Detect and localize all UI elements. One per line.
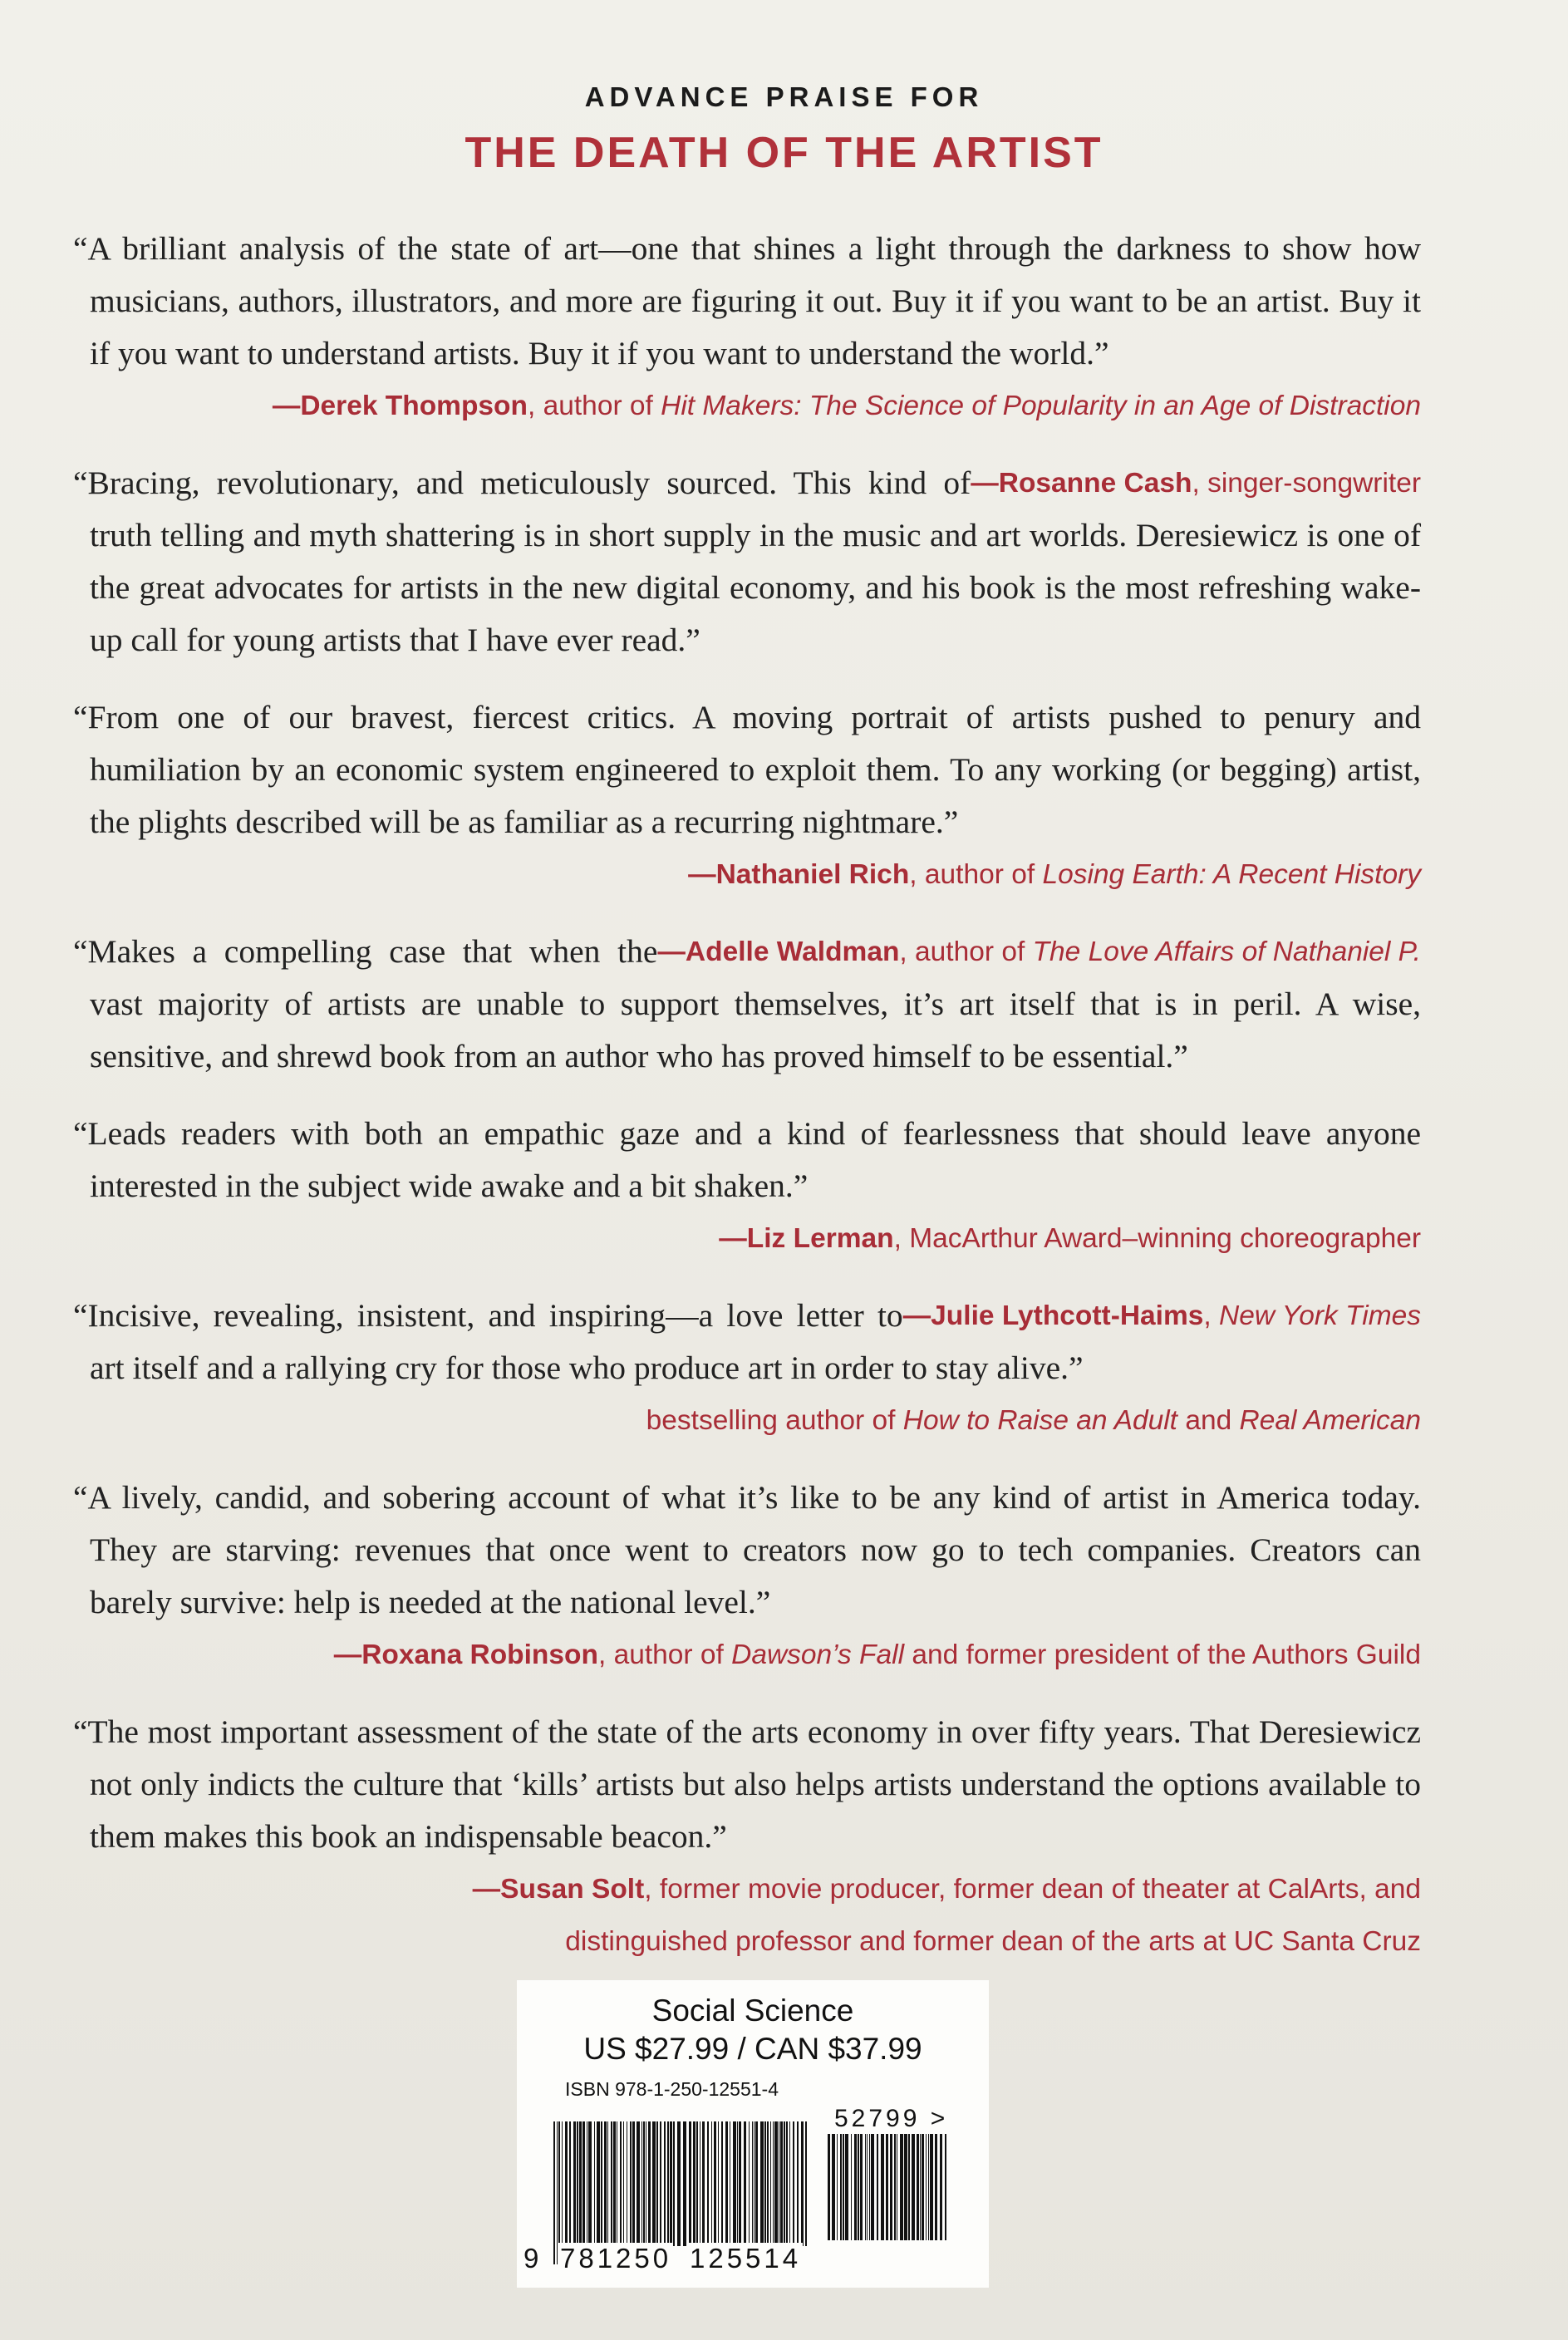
blurb-quote: “A brilliant analysis of the state of art—one that shines a light through the darkness to show how musicians, authors, illustrators, and more are figuring it out. Buy it if you want to be an artist. Buy it if you want to understand artists. Buy it if you want to understand the world.”	[73, 230, 1421, 371]
barcode-bar	[737, 2121, 738, 2246]
barcode-bar	[611, 2121, 612, 2246]
blurb-author: —Rosanne Cash	[971, 468, 1192, 499]
barcode-bar	[770, 2121, 771, 2246]
barcode-bar	[558, 2121, 560, 2246]
blurb-work: New York Times	[1219, 1300, 1421, 1331]
blurb-author: —Liz Lerman	[719, 1223, 894, 1254]
blurb-attribution	[73, 1212, 1421, 1265]
barcode-bar	[912, 2134, 915, 2240]
barcode-bar	[673, 2121, 675, 2246]
barcode-bar	[604, 2121, 607, 2246]
blurb-work: Dawson’s Fall	[731, 1639, 905, 1670]
blurb-author: —Nathaniel Rich	[688, 859, 910, 890]
blurb-attribution	[657, 926, 1421, 978]
blurb-credit: , author of	[899, 936, 1033, 967]
blurb-attribution-continued	[73, 1394, 1421, 1447]
barcode-bar	[894, 2134, 896, 2240]
barcode-bar	[754, 2121, 755, 2246]
barcode-bar	[764, 2121, 766, 2246]
blurb-credit: , former movie producer, former dean of theater at CalArts, and	[644, 1874, 1421, 1905]
barcode-bar	[752, 2121, 753, 2246]
subject-category: Social Science	[651, 1993, 854, 2028]
blurb-quote	[73, 926, 1421, 1083]
barcode-bar	[749, 2121, 750, 2246]
kicker: ADVANCE PRAISE FOR	[584, 81, 984, 112]
blurb	[73, 926, 1421, 1083]
blurb	[73, 223, 1421, 432]
barcode-bar	[786, 2121, 788, 2246]
barcode-bar	[805, 2121, 807, 2246]
barcode-bar	[739, 2121, 741, 2246]
blurb-author: —Adelle Waldman	[657, 936, 900, 967]
barcode-label	[517, 1980, 989, 2288]
barcode-bar	[693, 2121, 696, 2246]
barcode-bar	[840, 2134, 842, 2240]
barcode-bar	[940, 2134, 942, 2240]
barcode-bar	[670, 2121, 672, 2246]
barcode-bar	[780, 2121, 783, 2246]
barcode-digit-lead: 9	[523, 2243, 539, 2274]
barcode-bar	[677, 2121, 681, 2246]
blurb-quote-text: “Bracing, revolutionary, and meticulously sourced. This kind of truth telling and myth shattering is in short supply in the music and art worlds. Deresiewicz is one of the great advocates for artists in the new digital economy, and his book is the most refreshing wake-up call for young artists that I have ever read.”	[73, 465, 1421, 658]
blurb-credit: , singer-songwriter	[1192, 468, 1421, 499]
barcode-bar	[696, 2121, 698, 2246]
barcode-bar	[620, 2121, 622, 2246]
blurb	[73, 457, 1421, 666]
barcode-bar	[871, 2134, 874, 2240]
barcode-digits-left: 781250	[560, 2243, 672, 2274]
barcode-bar	[854, 2134, 857, 2240]
addon-barcode	[826, 2134, 951, 2259]
barcode-bar	[928, 2134, 929, 2240]
blurb-work: Real American	[1239, 1405, 1421, 1436]
blurb-attribution	[73, 1629, 1421, 1681]
blurb-work: How to Raise an Adult	[902, 1405, 1177, 1436]
barcode-bar	[630, 2121, 632, 2246]
blurb-attribution-continued: distinguished professor and former dean of the arts at UC Santa Cruz	[565, 1926, 1421, 1957]
barcode-bar	[917, 2134, 919, 2240]
blurb-quote: “From one of our bravest, fiercest critics. A moving portrait of artists pushed to penury and humiliation by an economic system engineered to exploit them. To any working (or begging) artist, the plights described will be as familiar as a recurring nightmare.”	[73, 699, 1421, 840]
barcode-bar	[789, 2121, 790, 2246]
barcode-bar	[641, 2121, 642, 2246]
barcode-bar	[689, 2121, 691, 2246]
blurb-quote: “A lively, candid, and sobering account of what it’s like to be any kind of artist in America today. They are starving: revenues that once went to creators now go to tech companies. Creators can barely survive: help is needed at the national level.”	[73, 1479, 1421, 1620]
price-addon-code: 52799 >	[834, 2105, 949, 2132]
barcode-bar	[900, 2134, 903, 2240]
barcode-bar	[851, 2134, 852, 2240]
barcode-bar	[774, 2121, 778, 2246]
blurb-quote	[73, 1290, 1421, 1394]
blurb-quote-text: “Incisive, revealing, insistent, and inspiring—a love letter to art itself and a rallying cry for those who produce art in order to stay alive.”	[73, 1297, 1084, 1386]
blurb-list	[73, 223, 1421, 1993]
barcode-bar	[845, 2134, 848, 2240]
blurb-author: —Julie Lythcott-Haims	[902, 1300, 1204, 1331]
barcode-bar	[801, 2121, 804, 2246]
barcode-bar	[569, 2121, 571, 2246]
blurb-attribution	[73, 380, 1421, 432]
book-title: THE DEATH OF THE ARTIST	[465, 129, 1103, 177]
barcode-bar	[744, 2121, 746, 2246]
barcode-bar	[773, 2121, 774, 2246]
barcode-bar	[643, 2121, 645, 2246]
blurb-author: —Susan Solt	[472, 1874, 645, 1905]
isbn-number: ISBN 978-1-250-12551-4	[565, 2078, 779, 2100]
barcode-bar	[828, 2134, 830, 2240]
blurb	[73, 1706, 1421, 1968]
blurb-credit: , author of	[597, 1639, 732, 1670]
barcode-bar	[601, 2121, 602, 2246]
barcode-bar	[577, 2121, 578, 2246]
barcode-bar	[632, 2121, 635, 2246]
barcode-bar	[573, 2121, 576, 2246]
barcode-bar	[832, 2134, 835, 2240]
barcode-bar	[613, 2121, 616, 2246]
barcode-bar	[869, 2134, 870, 2240]
barcode-bar	[725, 2121, 728, 2246]
blurb-attribution	[73, 848, 1421, 901]
barcode-bar	[667, 2121, 669, 2246]
blurb-author: —Roxana Robinson	[333, 1639, 598, 1670]
barcode-bar	[867, 2134, 868, 2240]
barcode-bar	[637, 2121, 640, 2246]
barcode-bar	[702, 2121, 705, 2246]
barcode-bar	[711, 2121, 712, 2246]
barcode-bar	[714, 2121, 716, 2246]
blurb-attribution	[73, 1863, 1421, 1915]
blurb-quote	[73, 457, 1421, 666]
barcode-bar	[597, 2121, 600, 2246]
barcode-bar	[877, 2134, 878, 2240]
blurb	[73, 1290, 1421, 1447]
barcode-bar	[920, 2134, 921, 2240]
blurb	[73, 1108, 1421, 1265]
blurb	[73, 1472, 1421, 1681]
blurb-quote: “The most important assessment of the state of the arts economy in over fifty years. That Deresiewicz not only indicts the culture that ‘kills’ artists but also helps artists understand the options available to them makes this book an indispensable beacon.”	[73, 1713, 1421, 1855]
barcode-bar	[886, 2134, 888, 2240]
barcode-bar	[784, 2121, 785, 2246]
barcode-bar	[721, 2121, 723, 2246]
barcode-bar	[588, 2121, 592, 2246]
barcode-bar	[623, 2121, 624, 2246]
barcode-bar	[890, 2134, 892, 2240]
blurb-credit: , MacArthur Award–winning choreographer	[893, 1223, 1421, 1254]
blurb-credit: and former president of the Authors Guild	[912, 1639, 1421, 1670]
barcode-bar	[904, 2134, 907, 2240]
barcode-bar	[652, 2121, 656, 2246]
blurb-quote-text: “Makes a compelling case that when the vast majority of artists are unable to support themselves, it’s art itself that is in peril. A wise, sensitive, and shrewd book from an author who has proved himself to be essential.”	[73, 933, 1421, 1074]
price: US $27.99 / CAN $37.99	[583, 2032, 922, 2066]
barcode-bar	[683, 2121, 686, 2246]
barcode-bar	[865, 2134, 866, 2240]
barcode-bar	[908, 2134, 910, 2240]
blurb-attribution	[902, 1290, 1421, 1342]
barcode-bar	[926, 2134, 927, 2240]
barcode-bar	[579, 2121, 582, 2246]
blurb-credit: and	[1185, 1405, 1232, 1436]
barcode-bar	[881, 2134, 884, 2240]
blurb-author: —Derek Thompson	[272, 391, 528, 421]
barcode-bar	[607, 2121, 608, 2246]
blurb-work: Losing Earth: A Recent History	[1042, 859, 1421, 890]
blurb-work: The Love Affairs of Nathaniel P.	[1032, 936, 1421, 967]
blurb-attribution	[971, 457, 1421, 509]
barcode-bar	[594, 2121, 595, 2246]
blurb-credit: , author of	[528, 391, 661, 421]
barcode-bar	[664, 2121, 666, 2246]
barcode-bar	[562, 2121, 563, 2246]
blurb	[73, 691, 1421, 901]
barcode-bar	[797, 2121, 799, 2246]
barcode-bar	[733, 2121, 736, 2246]
barcode-bar	[922, 2134, 924, 2240]
barcode-digits	[522, 2243, 813, 2276]
barcode-bar	[582, 2121, 585, 2246]
barcode-bar	[837, 2134, 838, 2240]
blurb-credit: ,	[1203, 1300, 1220, 1331]
barcode-bar	[860, 2134, 863, 2240]
barcode-bar	[660, 2121, 661, 2246]
barcode-bar	[945, 2134, 946, 2240]
barcode-bar	[930, 2134, 933, 2240]
barcode-bar	[793, 2121, 794, 2246]
barcode-bar	[707, 2121, 709, 2246]
barcode-bar	[718, 2121, 719, 2246]
barcode-bar	[935, 2134, 937, 2240]
barcode-bar	[656, 2121, 658, 2246]
blurb-work: Hit Makers: The Science of Popularity in an Age of Distraction	[661, 391, 1421, 421]
blurb-credit: bestselling author of	[646, 1405, 896, 1436]
blurb-quote: “Leads readers with both an empathic gaze and a kind of fearlessness that should leave anyone interested in the subject wide awake and a bit shaken.”	[73, 1115, 1421, 1204]
barcode-bar	[843, 2134, 844, 2240]
barcode-bar	[565, 2121, 568, 2246]
barcode-digits-right: 125514	[690, 2243, 802, 2274]
barcode-bar	[767, 2121, 769, 2246]
barcode-bar	[858, 2134, 859, 2240]
blurb-credit: , author of	[909, 859, 1043, 890]
